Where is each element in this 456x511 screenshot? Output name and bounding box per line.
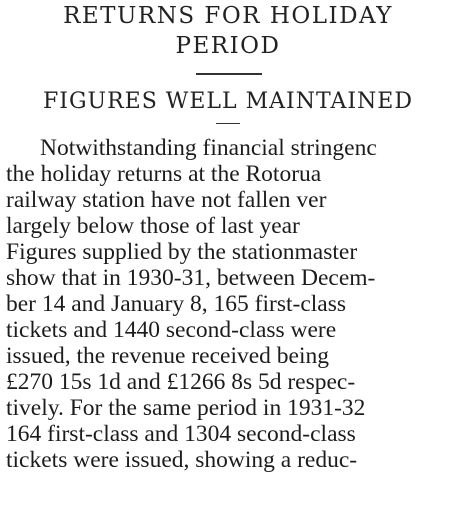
body-line: Figures supplied by the stationmaster xyxy=(6,239,358,265)
body-line: the holiday returns at the Rotorua xyxy=(6,161,322,187)
headline-line-2: PERIOD xyxy=(175,33,281,59)
body-line: show that in 1930-31, between Decem- xyxy=(6,265,376,291)
body-line: railway station have not fallen ver xyxy=(6,187,327,213)
body-line: ber 14 and January 8, 165 first-class xyxy=(6,291,347,317)
headline-line-1: RETURNS FOR HOLIDAY xyxy=(63,3,393,29)
body-line: 164 first-class and 1304 second-class xyxy=(6,421,356,447)
body-line: Notwithstanding financial stringenc xyxy=(40,135,377,161)
body-line: issued, the revenue received being xyxy=(6,343,329,369)
subheadline-divider xyxy=(216,123,240,124)
body-line: tickets and 1440 second-class were xyxy=(6,317,337,343)
body-line: largely below those of last year xyxy=(6,213,300,239)
body-line: £270 15s 1d and £1266 8s 5d respec- xyxy=(6,369,356,395)
body-line: tickets were issued, showing a reduc- xyxy=(6,447,358,473)
headline-divider xyxy=(196,73,262,75)
subheadline: FIGURES WELL MAINTAINED xyxy=(43,89,413,114)
article-body xyxy=(6,135,452,473)
body-line: tively. For the same period in 1931-32 xyxy=(6,395,366,421)
